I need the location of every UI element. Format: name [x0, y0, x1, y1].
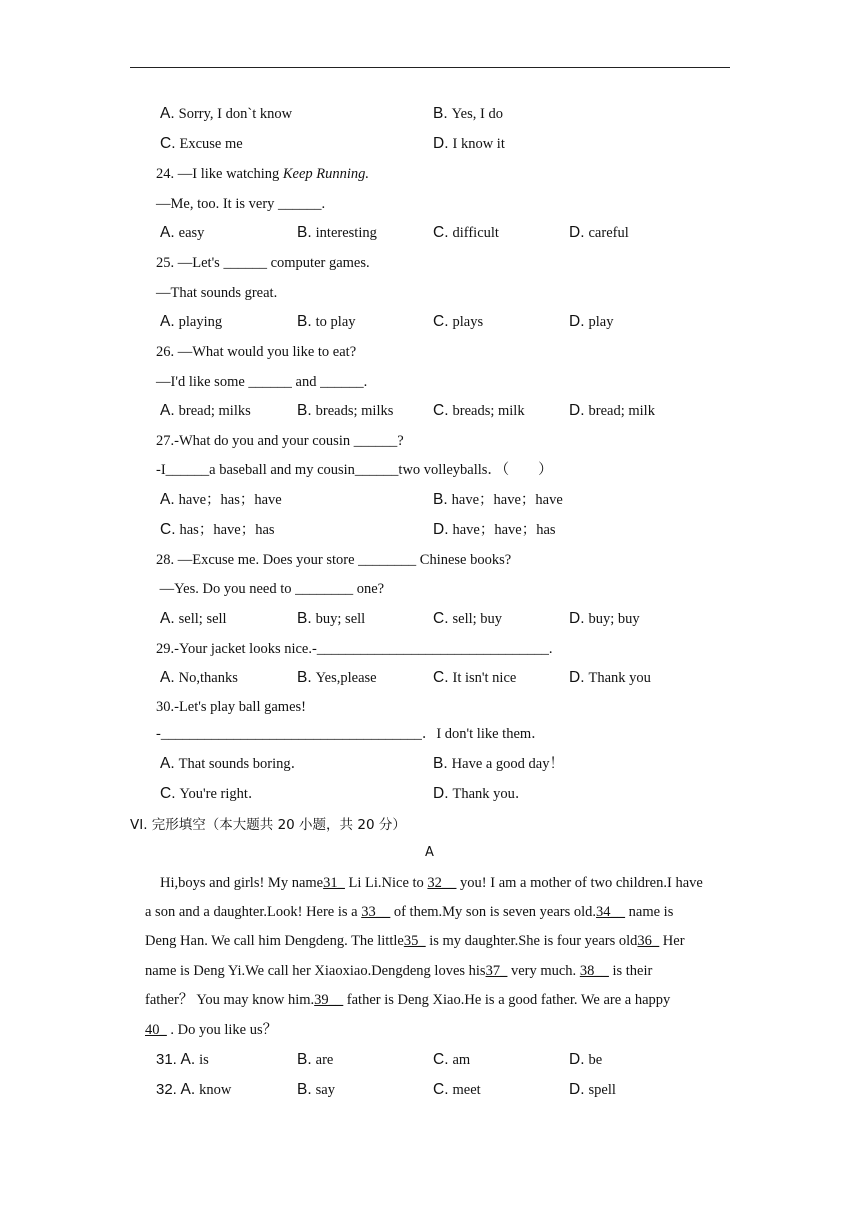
q32-option-a: 32. A. know: [156, 1081, 232, 1098]
q24-line2: —Me, too. It is very ______.: [156, 196, 326, 212]
blank-33: 33__: [361, 904, 391, 920]
passage-line-4: name is Deng Yi.We call her Xiaoxiao.Dengdeng loves his37_ very much. 38__ is their: [145, 963, 653, 979]
q25-option-d: D. play: [569, 313, 614, 330]
q28-option-c: C. sell; buy: [433, 610, 503, 627]
blank-39: 39__: [314, 992, 344, 1008]
blank-34: 34__: [596, 904, 626, 920]
passage-line-1: Hi,boys and girls! My name31_ Li Li.Nice to 32__ you! I am a mother of two children.I have: [160, 875, 703, 891]
q23-option-d: D. I know it: [433, 135, 505, 152]
q28-option-b: B. buy; sell: [297, 610, 366, 627]
q31-option-b: B. are: [297, 1051, 334, 1068]
passage-line-3: Deng Han. We call him Dengdeng. The little35_ is my daughter.She is four years old36_ Her: [145, 933, 685, 949]
q26-option-b: B. breads; milks: [297, 402, 394, 419]
q32-option-c: C. meet: [433, 1081, 481, 1098]
q27-line1: 27.-What do you and your cousin ______?: [156, 433, 404, 449]
q27-option-d: D. have；have；has: [433, 521, 556, 538]
blank-40: 40_: [145, 1022, 167, 1038]
q30-option-a: A. That sounds boring．: [160, 755, 306, 772]
passage-title: A: [425, 845, 434, 860]
header-rule: [130, 67, 730, 68]
q24-line1: 24. —I like watching Keep Running.: [156, 166, 370, 182]
q32-option-b: B. say: [297, 1081, 335, 1098]
q28-option-d: D. buy; buy: [569, 610, 640, 627]
q24-option-d: D. careful: [569, 224, 629, 241]
q29-option-b: B. Yes,please: [297, 669, 377, 686]
q23-option-c: C. Excuse me: [160, 135, 243, 152]
q26-option-d: D. bread; milk: [569, 402, 655, 419]
blank-38: 38__: [579, 963, 609, 979]
q32-option-d: D. spell: [569, 1081, 616, 1098]
q25-option-b: B. to play: [297, 313, 356, 330]
q25-line2: —That sounds great.: [156, 285, 278, 301]
q30-line1: 30.-Let's play ball games!: [156, 699, 306, 715]
q24-option-b: B. interesting: [297, 224, 377, 241]
q29-option-d: D. Thank you: [569, 669, 651, 686]
section-title: VI. 完形填空（本大题共 20 小题，共 20 分）: [130, 817, 406, 833]
q31-option-d: D. be: [569, 1051, 603, 1068]
q25-option-a: A. playing: [160, 313, 223, 330]
blank-35: 35_: [403, 933, 426, 949]
q27-line2: -I______a baseball and my cousin______two volleyballs．（ ）: [156, 462, 553, 478]
q29-line1: 29.-Your jacket looks nice.-________________________________.: [156, 641, 553, 657]
q29-option-a: A. No,thanks: [160, 669, 238, 686]
q26-line1: 26. —What would you like to eat?: [156, 344, 357, 360]
q26-option-a: A. bread; milks: [160, 402, 251, 419]
q26-line2: —I'd like some ______ and ______.: [156, 374, 368, 390]
q24-option-c: C. difficult: [433, 224, 499, 241]
q25-line1: 25. —Let's ______ computer games.: [156, 255, 370, 271]
q23-option-a: A. Sorry, I don`t know: [160, 105, 293, 122]
q24-option-a: A. easy: [160, 224, 205, 241]
q27-option-a: A. have；has；have: [160, 491, 282, 508]
q28-line1: 28. —Excuse me. Does your store ________ Chinese books?: [156, 552, 512, 568]
q31-option-a: 31. A. is: [156, 1051, 209, 1068]
q26-option-c: C. breads; milk: [433, 402, 525, 419]
q28-option-a: A. sell; sell: [160, 610, 227, 627]
q28-line2: —Yes. Do you need to ________ one?: [156, 581, 385, 597]
q30-line2: -____________________________________．I don't like them．: [156, 726, 546, 742]
passage-line-5: father？ You may know him.39__ father is Deng Xiao.He is a good father. We are a happy: [145, 992, 671, 1008]
passage-line-2: a son and a daughter.Look! Here is a 33__ of them.My son is seven years old.34__ name is: [145, 904, 674, 920]
passage-line-6: 40_ . Do you like us？: [145, 1022, 278, 1038]
blank-32: 32__: [427, 875, 457, 891]
q30-option-b: B. Have a good day！: [433, 755, 564, 772]
q30-option-d: D. Thank you．: [433, 785, 530, 802]
blank-36: 36_: [637, 933, 660, 949]
q30-option-c: C. You're right．: [160, 785, 263, 802]
q25-option-c: C. plays: [433, 313, 484, 330]
q29-option-c: C. It isn't nice: [433, 669, 517, 686]
q27-option-c: C. has；have；has: [160, 521, 275, 538]
blank-31: 31_: [323, 875, 345, 891]
blank-37: 37_: [485, 963, 508, 979]
q27-option-b: B. have；have；have: [433, 491, 563, 508]
q31-option-c: C. am: [433, 1051, 471, 1068]
q23-option-b: B. Yes, I do: [433, 105, 503, 122]
